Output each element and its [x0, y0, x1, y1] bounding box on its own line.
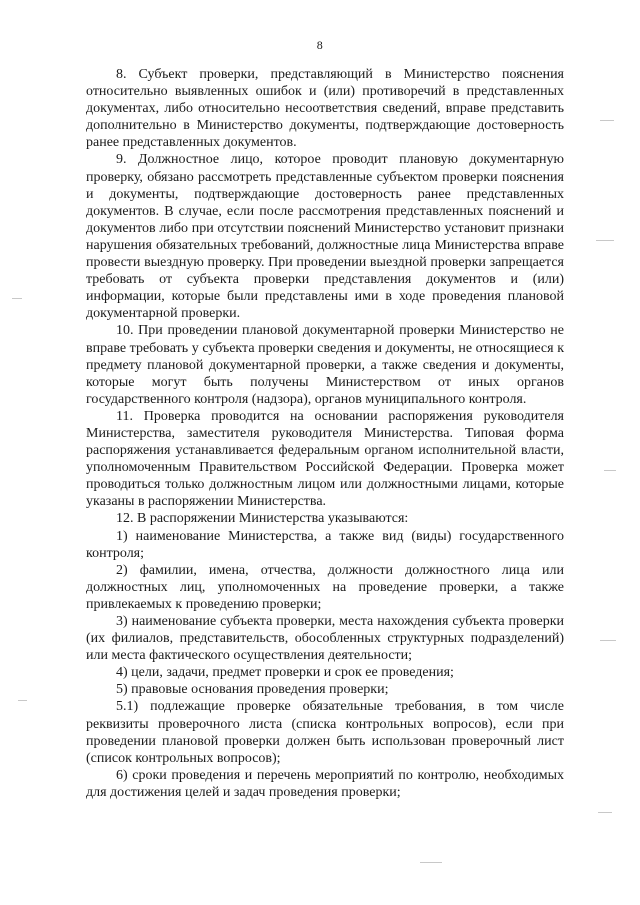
document-body: [86, 66, 564, 801]
paragraph-11: 11. Проверка проводится на основании распоряжения руководителя Министерства, заместителя руководителя Министерства. Типовая форма распоряжения устанавливается федеральным органом исполнительной власти, уполномоченным Правительством Российской Федерации. Проверка может проводиться только должностным лицом или должностными лицами, которые указаны в распоряжении Министерства.: [86, 408, 564, 510]
paragraph-10: 10. При проведении плановой документарной проверки Министерство не вправе требовать у субъекта проверки сведения и документы, не относящиеся к предмету плановой документарной проверки, а также сведения и документы, которые могут быть получены Министерством от иных органов государственного контроля (надзора), органов муниципального контроля.: [86, 323, 564, 407]
list-item-4: 4) цели, задачи, предмет проверки и срок ее проведения;: [116, 665, 454, 681]
page-number: 8: [316, 38, 324, 52]
list-item-2: 2) фамилии, имена, отчества, должности должностного лица или должностных лиц, уполномоченных на проведение проверки, а также привлекаемых к проведению проверки;: [86, 562, 564, 612]
list-item-5: 5) правовые основания проведения проверки;: [116, 682, 389, 698]
paragraph-12: 12. В распоряжении Министерства указываются:: [116, 511, 409, 527]
list-item-5-1: 5.1) подлежащие проверке обязательные требования, в том числе реквизиты проверочного листа (списка контрольных вопросов), если при проведении плановой проверки должен быть использован проверочный лист (список контрольных вопросов);: [86, 699, 564, 766]
list-item-3: 3) наименование субъекта проверки, места нахождения субъекта проверки (их филиалов, представительств, обособленных структурных подразделений) или места фактического осуществления деятельности;: [86, 614, 564, 664]
paragraph-9: 9. Должностное лицо, которое проводит плановую документарную проверку, обязано рассмотреть представленные субъектом проверки пояснения и документы, подтверждающие достоверность ранее представленных документов. В случае, если после рассмотрения представленных пояснений и документов либо при отсутствии пояснений Министерство установит признаки нарушения обязательных требований, должностные лица Министерства вправе провести выездную проверку. При проведении выездной проверки запрещается требовать от субъекта проверки представления документов и (или) информации, которые были представлены ими в ходе проведения плановой документарной проверки.: [86, 152, 564, 322]
list-item-6: 6) сроки проведения и перечень мероприятий по контролю, необходимых для достижения целей и задач проведения проверки;: [86, 767, 564, 800]
paragraph-8: 8. Субъект проверки, представляющий в Министерство пояснения относительно выявленных ошибок и (или) противоречий в представленных документах, либо относительно несоответствия сведений, вправе представить дополнительно в Министерство документы, подтверждающие достоверность ранее представленных документов.: [86, 67, 564, 151]
list-item-1: 1) наименование Министерства, а также вид (виды) государственного контроля;: [86, 528, 564, 561]
